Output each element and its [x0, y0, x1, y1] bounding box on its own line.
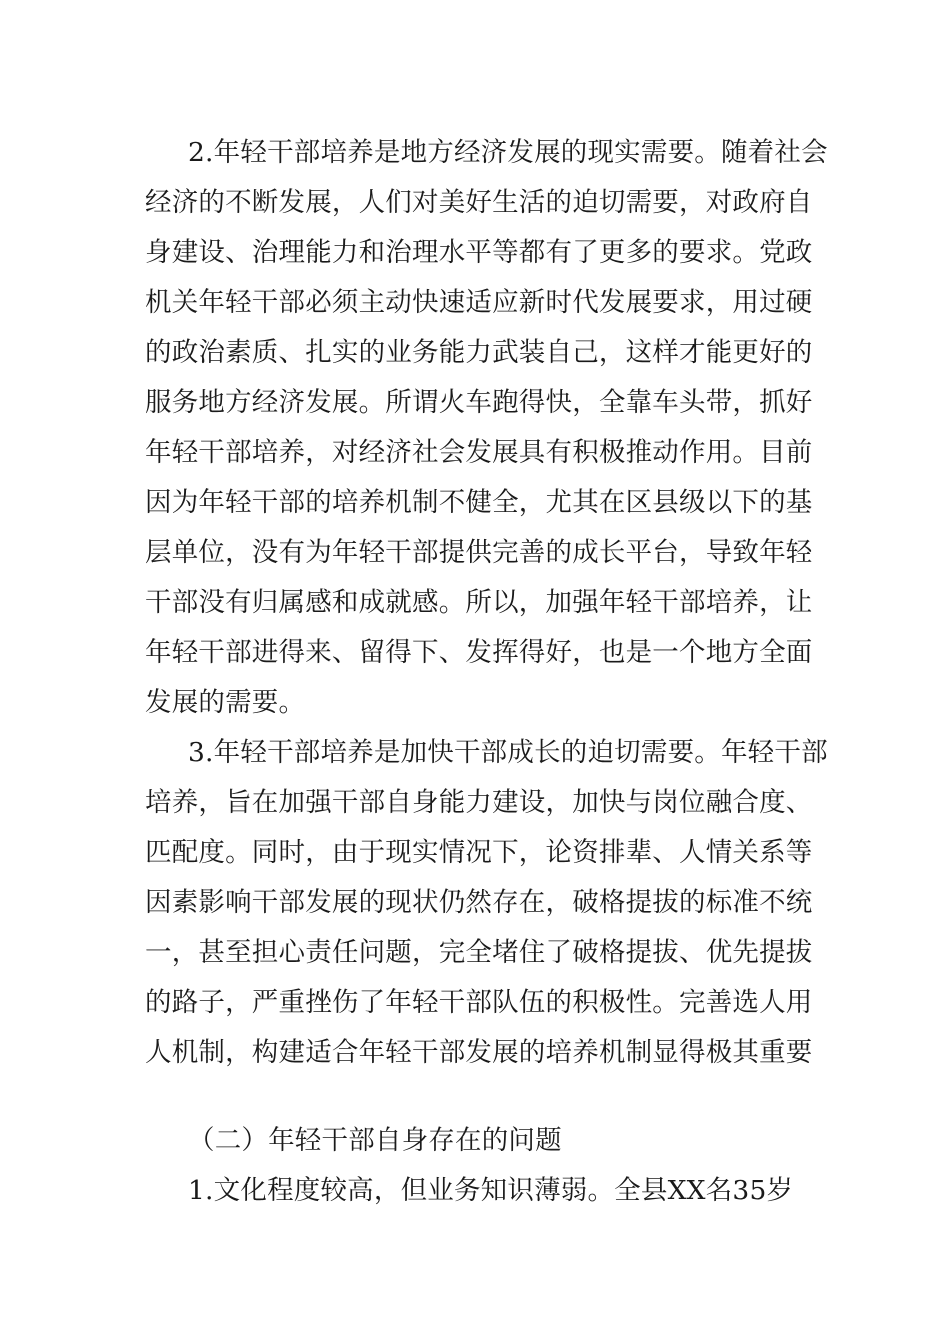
section-heading: （二）年轻干部自身存在的问题: [188, 1125, 562, 1156]
paragraph-line: 干部没有归属感和成就感。所以，加强年轻干部培养，让: [145, 587, 813, 618]
paragraph-line: 服务地方经济发展。所谓火车跑得快，全靠车头带，抓好: [145, 387, 813, 418]
paragraph-line: 经济的不断发展，人们对美好生活的迫切需要，对政府自: [145, 187, 813, 218]
paragraph-line: 的政治素质、扎实的业务能力武装自己，这样才能更好的: [145, 337, 813, 368]
paragraph-line: 因素影响干部发展的现状仍然存在，破格提拔的标准不统: [145, 887, 813, 918]
paragraph-line: 层单位，没有为年轻干部提供完善的成长平台，导致年轻: [145, 537, 813, 568]
paragraph-line: 发展的需要。: [145, 687, 306, 718]
paragraph-line: 3.年轻干部培养是加快干部成长的迫切需要。年轻干部: [188, 737, 828, 768]
paragraph-line: 人机制，构建适合年轻干部发展的培养机制显得极其重要: [145, 1037, 813, 1068]
paragraph-line: 身建设、治理能力和治理水平等都有了更多的要求。党政: [145, 237, 813, 268]
paragraph-line: 年轻干部培养，对经济社会发展具有积极推动作用。目前: [145, 437, 813, 468]
paragraph-line: 培养，旨在加强干部自身能力建设，加快与岗位融合度、: [145, 787, 813, 818]
paragraph-line: 的路子，严重挫伤了年轻干部队伍的积极性。完善选人用: [145, 987, 813, 1018]
paragraph-line: 匹配度。同时，由于现实情况下，论资排辈、人情关系等: [145, 837, 813, 868]
paragraph-line: 1.文化程度较高，但业务知识薄弱。全县XX名35岁: [188, 1175, 794, 1206]
paragraph-line: 机关年轻干部必须主动快速适应新时代发展要求，用过硬: [145, 287, 813, 318]
paragraph-line: 年轻干部进得来、留得下、发挥得好，也是一个地方全面: [145, 637, 813, 668]
paragraph-line: 一，甚至担心责任问题，完全堵住了破格提拔、优先提拔: [145, 937, 813, 968]
paragraph-line: 因为年轻干部的培养机制不健全，尤其在区县级以下的基: [145, 487, 813, 518]
paragraph-line: 2.年轻干部培养是地方经济发展的现实需要。随着社会: [188, 137, 828, 168]
